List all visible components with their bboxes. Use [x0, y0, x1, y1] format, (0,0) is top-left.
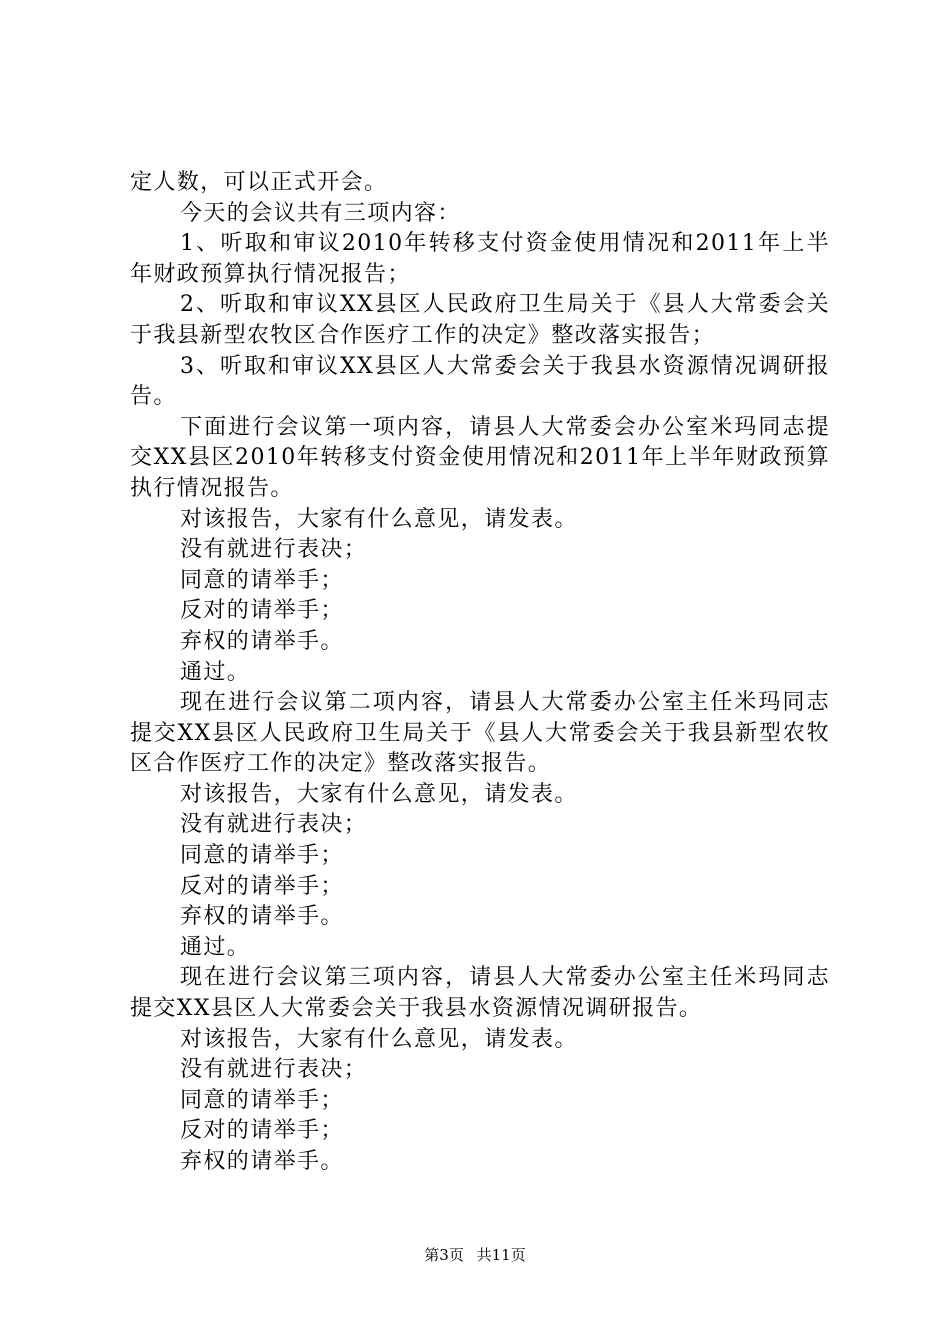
paragraph: 同意的请举手；	[180, 1087, 344, 1113]
paragraph: 没有就进行表决；	[180, 812, 368, 838]
paragraph: 反对的请举手；	[180, 1118, 344, 1144]
paragraph: 对该报告，大家有什么意见，请发表。	[180, 1026, 578, 1052]
agenda-item-2: 2、听取和审议XX县区人民政府卫生局关于《县人大常委会关于我县新型农牧区合作医疗工作的决定》整改落实报告；	[130, 292, 830, 348]
paragraph: 反对的请举手；	[180, 598, 344, 624]
page-number: 第3页	[424, 1246, 464, 1264]
paragraph: 弃权的请举手。	[180, 904, 344, 930]
document-body	[130, 168, 830, 1178]
agenda-item-3: 3、听取和审议XX县区人大常委会关于我县水资源情况调研报告。	[130, 353, 830, 410]
paragraph: 定人数，可以正式开会。	[130, 170, 388, 195]
paragraph: 通过。	[180, 659, 251, 685]
paragraph: 反对的请举手；	[180, 873, 344, 899]
paragraph: 现在进行会议第三项内容，请县人大常委办公室主任米玛同志提交XX县区人大常委会关于我县水资源情况调研报告。	[130, 965, 830, 1022]
paragraph: 弃权的请举手。	[180, 1149, 344, 1174]
paragraph: 同意的请举手；	[180, 843, 344, 869]
paragraph: 同意的请举手；	[180, 567, 344, 593]
paragraph: 没有就进行表决；	[180, 537, 368, 563]
agenda-item-1: 1、听取和审议2010年转移支付资金使用情况和2011年上半年财政预算执行情况报告；	[130, 231, 830, 287]
paragraph: 弃权的请举手。	[180, 628, 344, 654]
page-footer	[0, 1246, 950, 1264]
paragraph: 下面进行会议第一项内容，请县人大常委会办公室米玛同志提交XX县区2010年转移支付资金使用情况和2011年上半年财政预算执行情况报告。	[130, 414, 830, 501]
paragraph: 对该报告，大家有什么意见，请发表。	[180, 781, 578, 807]
paragraph: 现在进行会议第二项内容，请县人大常委办公室主任米玛同志提交XX县区人民政府卫生局关于《县人大常委会关于我县新型农牧区合作医疗工作的决定》整改落实报告。	[130, 690, 830, 777]
paragraph: 没有就进行表决；	[180, 1057, 368, 1083]
page-total: 共11页	[476, 1246, 526, 1264]
paragraph: 今天的会议共有三项内容：	[180, 200, 461, 226]
paragraph: 对该报告，大家有什么意见，请发表。	[180, 506, 578, 532]
paragraph: 通过。	[180, 934, 251, 960]
